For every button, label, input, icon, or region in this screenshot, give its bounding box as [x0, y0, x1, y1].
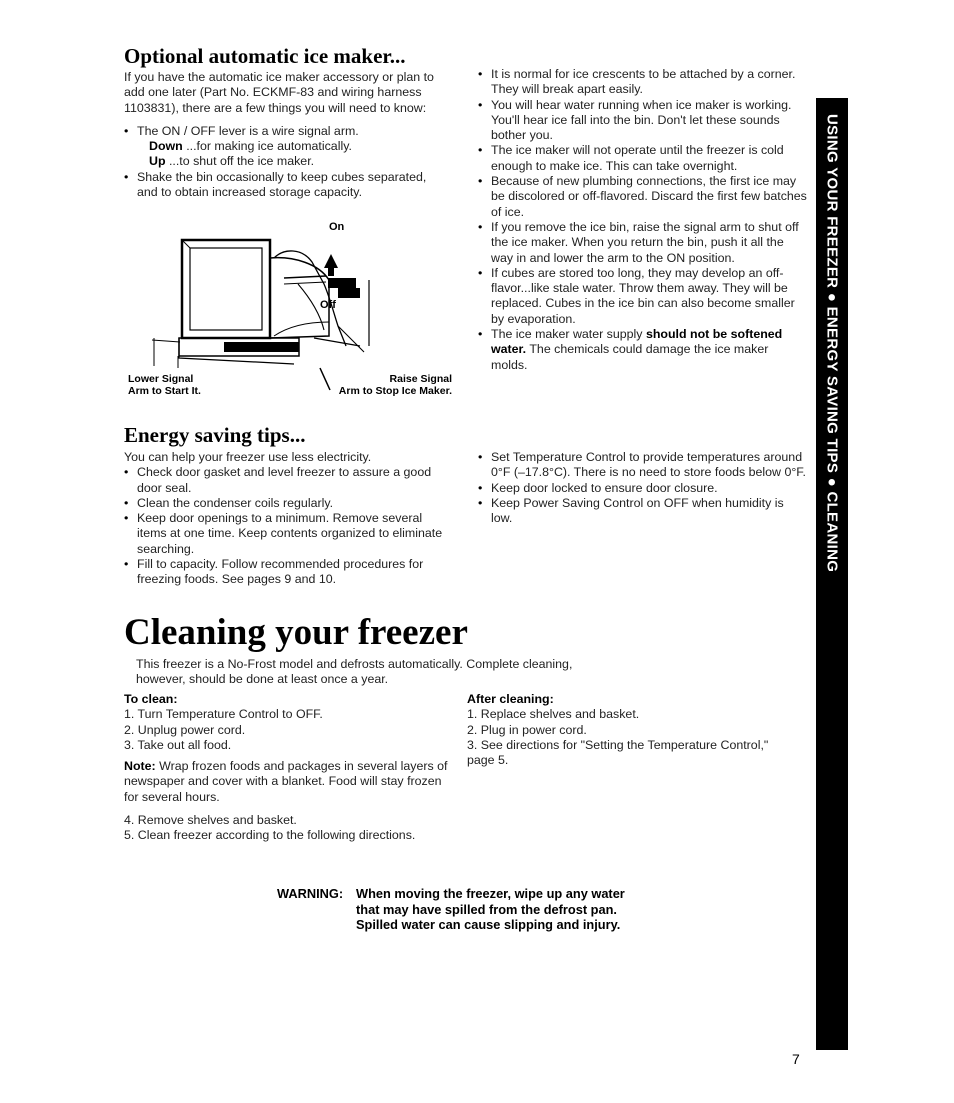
raise-caption-line1: Raise Signal [389, 373, 452, 385]
energy-right-column [478, 450, 808, 526]
ice-maker-intro: If you have the automatic ice maker accessory or plan to add one later (Part No. ECKMF-83 and wiring harness 1103831), there are a few things you will need to know: [124, 70, 434, 115]
warning-label: WARNING: [277, 886, 344, 901]
on-label: On [329, 221, 345, 233]
after-cleaning-step: 1. Replace shelves and basket. [467, 707, 640, 722]
energy-bullet: • Keep Power Saving Control on OFF when humidity is low. [478, 496, 808, 527]
ice-maker-right-bullet: • If you remove the ice bin, raise the signal arm to shut off the ice maker. When you return the bin, push it all the way in and lower the arm to the ON position. [478, 220, 808, 266]
to-clean-steps-continued [124, 813, 454, 844]
raise-signal-caption [300, 373, 452, 397]
energy-bullet: • Clean the condenser coils regularly. [124, 496, 450, 511]
section-sidebar-tab [816, 98, 848, 1050]
molds-text: The chemicals could damage the ice maker molds. [491, 342, 769, 372]
lower-signal-caption [128, 373, 201, 397]
energy-heading: Energy saving tips... [124, 423, 306, 447]
to-clean-label: To clean: [124, 692, 178, 706]
energy-left-column [124, 450, 450, 588]
to-clean-step: 3. Take out all food. [124, 737, 232, 752]
up-line [137, 154, 450, 169]
ice-maker-left-column [124, 70, 450, 200]
ice-maker-right-bullets [478, 67, 808, 373]
energy-bullet: • Set Temperature Control to provide temperatures around 0°F (–17.8°C). There is no need to store foods below 0°F. [478, 450, 808, 481]
ice-maker-right-bullet [478, 327, 808, 373]
to-clean-step: 5. Clean freezer according to the following directions. [124, 828, 416, 843]
signal-arm-text: The ON / OFF lever is a wire signal arm. [137, 123, 359, 138]
ice-maker-bullet [124, 124, 450, 170]
note-label: Note: [124, 759, 156, 774]
energy-bullet: • Fill to capacity. Follow recommended procedures for freezing foods. See pages 9 and 10. [124, 557, 450, 588]
after-cleaning-column [467, 692, 797, 768]
after-cleaning-step: 3. See directions for "Setting the Temperature Control," page 5. [467, 737, 769, 768]
after-cleaning-step: 2. Plug in power cord. [467, 722, 587, 737]
warning-text: When moving the freezer, wipe up any water that may have spilled from the defrost pan. Spilled water can cause slipping and injury. [356, 886, 625, 932]
energy-bullet: • Check door gasket and level freezer to assure a good door seal. [124, 465, 450, 496]
to-clean-step: 1. Turn Temperature Control to OFF. [124, 707, 323, 722]
warning-block [277, 886, 637, 950]
ice-maker-bullets [124, 124, 450, 200]
ice-maker-heading: Optional automatic ice maker... [124, 44, 406, 68]
energy-bullet: • Keep door locked to ensure door closure. [478, 481, 808, 496]
ice-maker-right-bullet: • You will hear water running when ice maker is working. You'll hear ice fall into the bin. Don't let these sounds bother you. [478, 98, 808, 144]
to-clean-step: 4. Remove shelves and basket. [124, 813, 297, 828]
to-clean-step: 2. Unplug power cord. [124, 722, 246, 737]
up-label: Up [149, 154, 166, 169]
sidebar-label: USING YOUR FREEZER ● ENERGY SAVING TIPS ● CLEANING [823, 114, 841, 573]
ice-maker-right-bullet: • It is normal for ice crescents to be attached by a corner. They will break apart easily. [478, 67, 808, 98]
to-clean-column [124, 692, 454, 844]
energy-left-bullets [124, 465, 450, 587]
page-number: 7 [792, 1051, 800, 1067]
cleaning-note [124, 759, 454, 805]
up-text: ...to shut off the ice maker. [168, 154, 315, 169]
ice-maker-bullet: • Shake the bin occasionally to keep cubes separated, and to obtain increased storage capacity. [124, 170, 450, 201]
lower-caption-line1: Lower Signal [128, 373, 194, 385]
note-text: Wrap frozen foods and packages in several layers of newspaper and cover with a blanket. Food will stay frozen for several hours. [124, 759, 448, 804]
down-label: Down [149, 139, 183, 154]
ice-maker-right-bullet: • The ice maker will not operate until the freezer is cold enough to make ice. This can take overnight. [478, 143, 808, 174]
down-line [137, 139, 450, 154]
lower-caption-line2: Arm to Start It. [128, 385, 201, 397]
cleaning-heading: Cleaning your freezer [124, 612, 468, 653]
water-supply-text: The ice maker water supply [491, 327, 646, 342]
to-clean-steps [124, 707, 454, 753]
after-cleaning-label: After cleaning: [467, 692, 554, 706]
raise-caption-line2: Arm to Stop Ice Maker. [338, 385, 452, 397]
after-cleaning-steps [467, 707, 797, 768]
ice-maker-right-column [478, 67, 808, 373]
energy-bullet: • Keep door openings to a minimum. Remove several items at one time. Keep contents organized to eliminate searching. [124, 511, 450, 557]
down-text: ...for making ice automatically. [186, 139, 352, 154]
energy-right-bullets [478, 450, 808, 526]
cleaning-intro: This freezer is a No-Frost model and defrosts automatically. Complete cleaning, however, should be done at least once a year. [136, 657, 573, 687]
softened-water-warning: should not be softened water. [491, 327, 783, 357]
ice-maker-right-bullet: • Because of new plumbing connections, the first ice may be discolored or off-flavored. Discard the first few batches of ice. [478, 174, 808, 220]
ice-maker-right-bullet: • If cubes are stored too long, they may develop an off-flavor...like stale water. Throw them away. They will be replaced. Cubes in the ice bin can also become smaller by evaporation. [478, 266, 808, 327]
energy-intro: You can help your freezer use less electricity. [124, 450, 372, 464]
off-label: Off [320, 299, 336, 311]
